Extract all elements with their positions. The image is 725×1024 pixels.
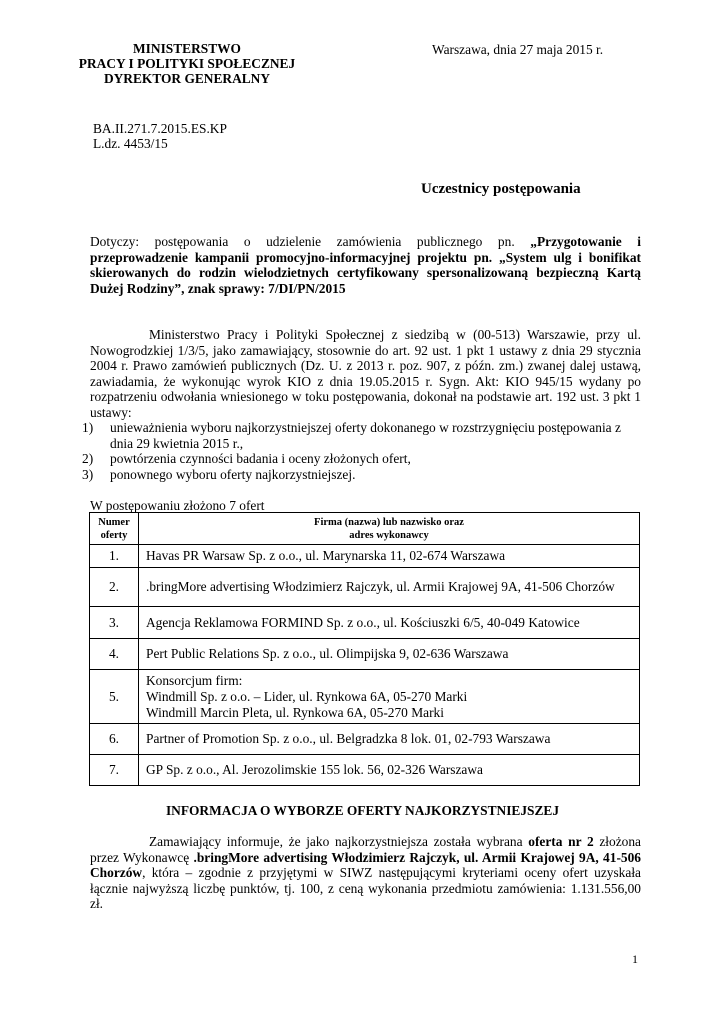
list-item-text: ponownego wyboru oferty najkorzystniejszej. bbox=[110, 466, 356, 482]
list-item bbox=[82, 451, 642, 467]
offer-company bbox=[139, 755, 640, 786]
subject-prefix: Dotyczy: postępowania o udzielenie zamówienia publicznego pn. bbox=[90, 234, 531, 249]
info-offer-number: oferta nr 2 bbox=[528, 834, 594, 849]
offer-number: 6. bbox=[90, 724, 139, 755]
table-row bbox=[90, 755, 640, 786]
info-text-3: , która – zgodnie z przyjętymi w SIWZ następującymi kryteriami oceny ofert uzyskała łącznie najwyższą liczbę punktów, tj. 100, z ceną wykonania przedmiotu zamówienia: 1.131.556,00 zł. bbox=[90, 865, 641, 911]
header-number-line1: Numer bbox=[98, 516, 130, 528]
company-line: GP Sp. z o.o., Al. Jerozolimskie 155 lok. 56, 02-326 Warszawa bbox=[146, 762, 483, 777]
offer-company bbox=[139, 670, 640, 724]
info-text-1: Zamawiający informuje, że jako najkorzystniejsza została wybrana bbox=[149, 834, 529, 849]
body-paragraph: Ministerstwo Pracy i Polityki Społecznej z siedzibą w (00-513) Warszawie, przy ul. Nowogrodzkiej 1/3/5, jako zamawiający, stosownie do art. 92 ust. 1 pkt 1 ustawy z dnia 29 stycznia 2004 r. Prawo zamówień publicznych (Dz. U. z 2013 r. poz. 907, z późn. zm.) zwanej dalej ustawą, zawiadamia, że wykonując wyrok KIO z dnia 19.05.2015 r. Sygn. Akt: KIO 945/15 wydany po rozpatrzeniu odwołania wniesionego w toku postępowania, dokonał na podstawie art. 192 ust. 3 pkt 1 ustawy: bbox=[90, 327, 641, 420]
company-line: .bringMore advertising Włodzimierz Rajczyk, ul. Armii Krajowej 9A, 41-506 Chorzów bbox=[146, 579, 615, 594]
company-line: Havas PR Warsaw Sp. z o.o., ul. Marynarska 11, 02-674 Warszawa bbox=[146, 548, 506, 563]
org-line-3: DYREKTOR GENERALNY bbox=[103, 71, 271, 86]
list-item bbox=[82, 420, 642, 451]
offer-number: 2. bbox=[90, 568, 139, 607]
table-header-row bbox=[90, 513, 640, 545]
reference-ldz: L.dz. 4453/15 bbox=[93, 136, 168, 151]
header-company bbox=[139, 513, 640, 545]
company-line: Partner of Promotion Sp. z o.o., ul. Belgradzka 8 lok. 01, 02-793 Warszawa bbox=[146, 731, 551, 746]
actions-list bbox=[82, 420, 642, 482]
list-item-text: powtórzenia czynności badania i oceny złożonych ofert, bbox=[110, 451, 411, 466]
offer-company bbox=[139, 545, 640, 568]
header-number-line2: oferty bbox=[100, 529, 128, 541]
company-line: Konsorcjum firm: bbox=[146, 672, 243, 688]
list-item-number: 2) bbox=[82, 451, 94, 466]
table-row bbox=[90, 670, 640, 724]
offer-company bbox=[139, 724, 640, 755]
company-line: Pert Public Relations Sp. z o.o., ul. Olimpijska 9, 02-636 Warszawa bbox=[146, 646, 509, 661]
offer-number: 4. bbox=[90, 639, 139, 670]
table-row bbox=[90, 724, 640, 755]
list-item-number: 1) bbox=[82, 420, 94, 435]
info-contractor: .bringMore advertising Włodzimierz Rajczyk, ul. Armii Krajowej 9A, 41-506 Chorzów bbox=[90, 849, 641, 880]
org-line-2: PRACY I POLITYKI SPOŁECZNEJ bbox=[78, 56, 296, 71]
offer-number: 7. bbox=[90, 755, 139, 786]
info-paragraph bbox=[90, 834, 641, 912]
list-item-number: 3) bbox=[82, 466, 94, 482]
ministry-header bbox=[62, 41, 312, 86]
subject-title: „Przygotowanie i przeprowadzenie kampanii promocyjno-informacyjnej projektu pn. „System ulg i bonifikat skierowanych do rodzin wielodzietnych certyfikowany spersonalizowaną bezpieczną Kartą Dużej Rodziny”, znak sprawy: 7/DI/PN/2015 bbox=[90, 234, 642, 296]
subject-paragraph bbox=[90, 234, 641, 296]
offer-company bbox=[139, 639, 640, 670]
offers-count: W postępowaniu złożono 7 ofert bbox=[90, 498, 265, 513]
page-number: 1 bbox=[632, 952, 638, 966]
company-line: Agencja Reklamowa FORMIND Sp. z o.o., ul. Kościuszki 6/5, 40-049 Katowice bbox=[146, 614, 580, 630]
table-row bbox=[90, 639, 640, 670]
reference-sign: BA.II.271.7.2015.ES.KP bbox=[93, 121, 227, 136]
offer-company bbox=[139, 607, 640, 639]
org-line-1: MINISTERSTWO bbox=[133, 41, 241, 56]
company-line: Windmill Marcin Pleta, ul. Rynkowa 6A, 05-270 Marki bbox=[146, 704, 444, 720]
header-company-line2: adres wykonawcy bbox=[349, 529, 429, 541]
document-date: Warszawa, dnia 27 maja 2015 r. bbox=[432, 42, 604, 57]
company-line: Windmill Sp. z o.o. – Lider, ul. Rynkowa 6A, 05-270 Marki bbox=[146, 688, 468, 704]
section-title: INFORMACJA O WYBORZE OFERTY NAJKORZYSTNIEJSZEJ bbox=[165, 803, 560, 818]
table-row bbox=[90, 607, 640, 639]
info-text-2: złożona przez Wykonawcę bbox=[90, 834, 641, 865]
header-number bbox=[90, 513, 139, 545]
recipient: Uczestnicy postępowania bbox=[421, 181, 581, 197]
offer-number: 3. bbox=[90, 607, 139, 639]
reference-block bbox=[93, 121, 227, 151]
list-item-text: unieważnienia wyboru najkorzystniejszej oferty dokonanego w rozstrzygnięciu postępowania z dnia 29 kwietnia 2015 r., bbox=[110, 420, 621, 451]
table-row bbox=[90, 545, 640, 568]
offer-number: 1. bbox=[90, 545, 139, 568]
table-row bbox=[90, 568, 640, 607]
header-company-line1: Firma (nazwa) lub nazwisko oraz bbox=[314, 516, 464, 528]
list-item bbox=[82, 467, 642, 483]
offers-table bbox=[89, 512, 640, 786]
offer-number: 5. bbox=[90, 670, 139, 724]
offer-company bbox=[139, 568, 640, 607]
